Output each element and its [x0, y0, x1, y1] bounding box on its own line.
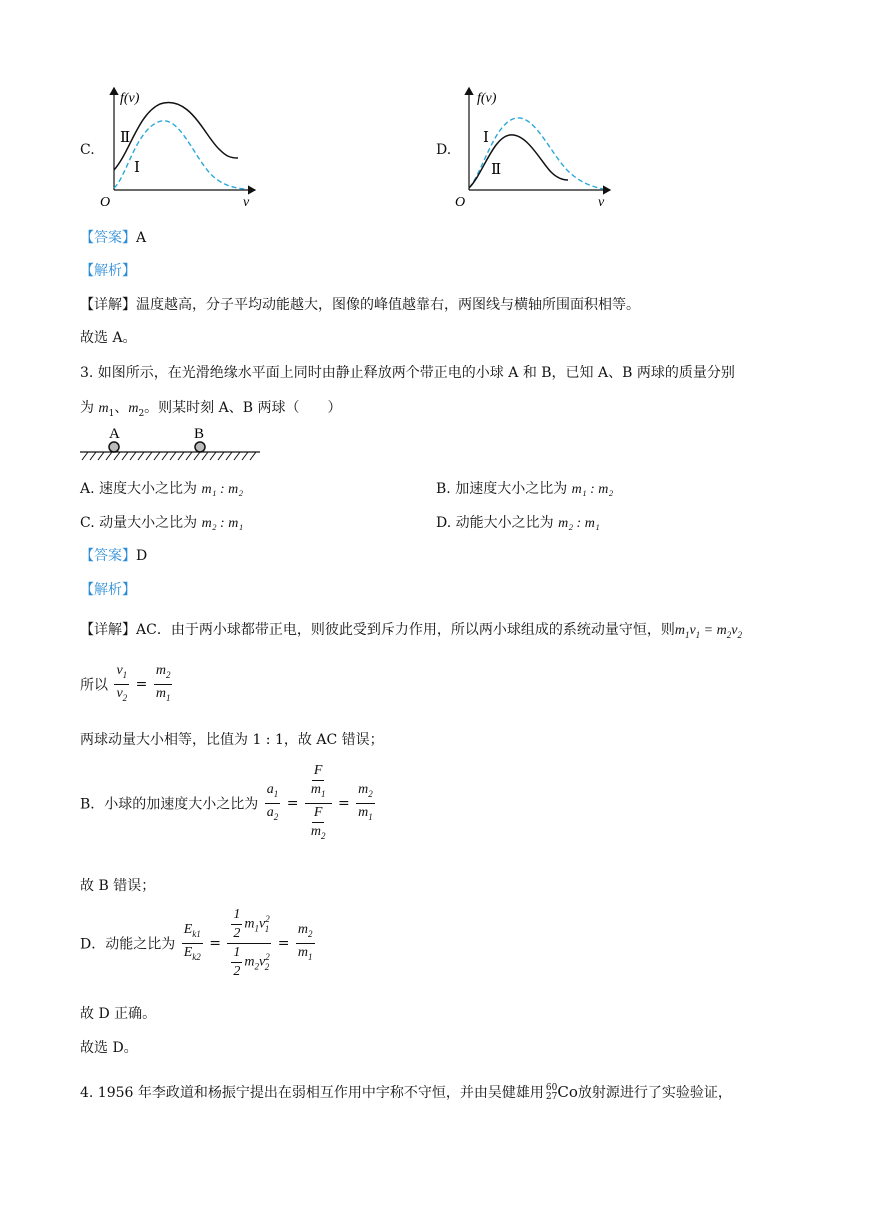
q3-d-conclusion: 故 D 正确。 — [80, 1006, 157, 1022]
q3-option-d[interactable]: D. 动能大小之比为 m₂ : m₁ — [436, 515, 600, 531]
q3-figure — [80, 424, 265, 464]
q3-analysis-tag: 【解析】 — [80, 582, 136, 598]
q3-option-c[interactable]: C. 动量大小之比为 m₂ : m₁ — [80, 515, 244, 531]
detail-text: AC．由于两小球都带正电，则彼此受到斥力作用，所以两小球组成的系统动量守恒，则 — [136, 622, 675, 638]
q3-momentum-line: 两球动量大小相等，比值为 1 : 1，故 AC 错误； — [80, 732, 384, 748]
graph-d-ylabel: f(v) — [477, 91, 497, 106]
q3-stem-line2: 为 $m_1$、$m_2$。则某时刻 A、B 两球（ ） — [80, 400, 342, 419]
q3-detail — [80, 619, 742, 640]
graph-d-origin: O — [455, 195, 466, 210]
answer-value: A — [136, 230, 147, 246]
momentum-equation: $m_1v_1 = m_2v_2$ — [674, 623, 742, 640]
q2-detail — [80, 294, 640, 314]
option-d-label: D. — [436, 142, 452, 158]
graph-d-xlabel: v — [598, 195, 605, 210]
option-c-label: C. — [80, 142, 95, 158]
q3-stem-line1: 3. 如图所示，在光滑绝缘水平面上同时由静止释放两个带正电的小球 A 和 B，已知 A、B 两球的质量分别 — [80, 365, 735, 381]
q2-conclusion: 故选 A。 — [80, 330, 137, 346]
graph-c-origin: O — [100, 195, 111, 210]
q3-option-a[interactable]: A. 速度大小之比为 m₁ : m₂ — [80, 481, 244, 497]
q2-answer — [80, 227, 146, 247]
graph-d-label-ii: Ⅱ — [491, 162, 502, 178]
q3-conclusion: 故选 D。 — [80, 1040, 138, 1056]
q3-ratio-velocity: 所以 $\frac{v_1}{v_2}$ = $\frac{m_2}{m_1}$ — [80, 663, 171, 703]
answer-tag: 【答案】 — [80, 230, 136, 246]
ball-a-label: A — [109, 426, 120, 442]
ball-b — [195, 442, 205, 452]
q2-analysis-tag: 【解析】 — [80, 263, 136, 279]
q3-option-b[interactable]: B. 加速度大小之比为 m₁ : m₂ — [436, 481, 614, 497]
graph-c-ylabel: f(v) — [120, 91, 140, 106]
graph-d — [455, 82, 625, 212]
q3-answer — [80, 545, 147, 565]
graph-c-xlabel: v — [243, 195, 250, 210]
detail-tag: 【详解】 — [80, 297, 136, 313]
isotope-notation: 60 27 — [545, 1083, 558, 1102]
graph-c-label-i: Ⅰ — [134, 160, 140, 176]
q3-b-derivation: B．小球的加速度大小之比为 $\frac{a_1}{a_2}$ = $\frac{\frac{F}{m_1}}{\frac{F}{m_2}}$ = $\frac{m_2}{m_1}$ — [80, 763, 373, 841]
answer-value: D — [136, 548, 148, 564]
graph-c-curve-ii — [114, 103, 238, 170]
detail-text: 温度越高，分子平均动能越大，图像的峰值越靠右，两图线与横轴所围面积相等。 — [136, 297, 640, 313]
q3-d-derivation: D．动能之比为 $\frac{E_{k1}}{E_{k2}}$ = $\frac{1}{2}$ $m_1v^2_1$ $\frac{1}{2}$ $m_2v^2_2$ = $\frac{m_2}{m_1}$ — [80, 907, 313, 979]
ball-a — [109, 442, 119, 452]
detail-tag: 【详解】 — [80, 622, 136, 638]
graph-d-label-i: Ⅰ — [483, 130, 489, 146]
graph-c-label-ii: Ⅱ — [120, 130, 131, 146]
q4-stem: 4. 1956 年李政道和杨振宁提出在弱相互作用中宇称不守恒，并由吴健雄用 60 27 Co放射源进行了实验验证， — [80, 1083, 732, 1102]
ball-b-label: B — [194, 426, 205, 442]
graph-c — [100, 82, 270, 212]
ground-hatching — [82, 452, 256, 460]
q3-b-conclusion: 故 B 错误； — [80, 878, 156, 894]
answer-tag: 【答案】 — [80, 548, 136, 564]
